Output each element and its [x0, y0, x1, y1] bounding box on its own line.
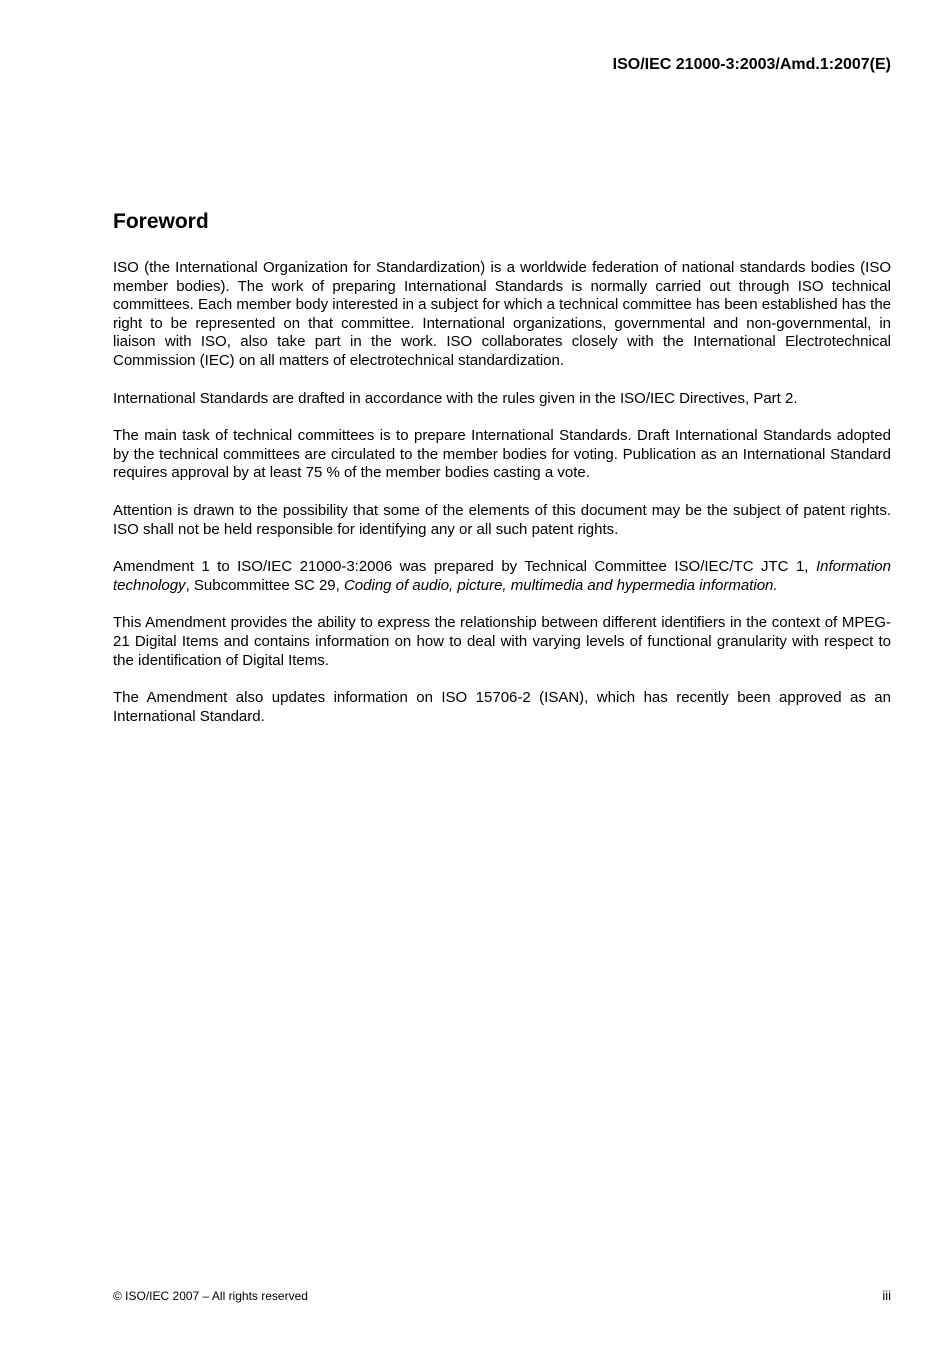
subcommittee-title: Coding of audio, picture, multimedia and hypermedia information: [343, 576, 774, 594]
document-id: ISO/IEC 21000-3:2003/Amd.1:2007(E): [612, 56, 891, 73]
paragraph-patent-rights: Attention is drawn to the possibility that some of the elements of this document may be the subject of patent rights. ISO shall not be held responsible for identifying any or all such patent rights.: [113, 501, 891, 538]
paragraph-amendment-preparation: [113, 558, 891, 595]
paragraph-directives: International Standards are drafted in accordance with the rules given in the ISO/IEC Directives, Part 2.: [113, 389, 798, 407]
footer-copyright: © ISO/IEC 2007 – All rights reserved: [113, 1289, 308, 1303]
page-number: iii: [882, 1288, 891, 1303]
amendment-end-text: .: [773, 576, 778, 594]
paragraph-committee-task: The main task of technical committees is to prepare International Standards. Draft International Standards adopted by the technical committees are circulated to the member bodies for voting. Publication as an International Standard requires approval by at least 75 % of the member bodies casting a vote.: [113, 427, 891, 482]
paragraph-iso-federation: ISO (the International Organization for Standardization) is a worldwide federation of national standards bodies (ISO member bodies). The work of preparing International Standards is normally carried out through ISO technical committees. Each member body interested in a subject for which a technical committee has been established has the right to be represented on that committee. International organizations, governmental and non-governmental, in liaison with ISO, also take part in the work. ISO collaborates closely with the International Electrotechnical Commission (IEC) on all matters of electrotechnical standardization.: [113, 259, 891, 369]
page-title: Foreword: [113, 210, 209, 233]
paragraph-isan-update: The Amendment also updates information on ISO 15706-2 (ISAN), which has recently been approved as an International Standard.: [113, 689, 891, 725]
paragraph-amendment-scope: This Amendment provides the ability to express the relationship between different identifiers in the context of MPEG-21 Digital Items and contains information on how to deal with varying levels of functional granularity with respect to the identification of Digital Items.: [113, 614, 891, 669]
amendment-lead-text: Amendment 1 to ISO/IEC 21000-3:2006 was prepared by Technical Committee ISO/IEC/TC JTC 1,: [113, 558, 816, 576]
committee-title: Information technology: [113, 558, 891, 594]
amendment-mid-text: , Subcommittee SC 29,: [185, 576, 344, 594]
foreword-body: [113, 259, 891, 745]
